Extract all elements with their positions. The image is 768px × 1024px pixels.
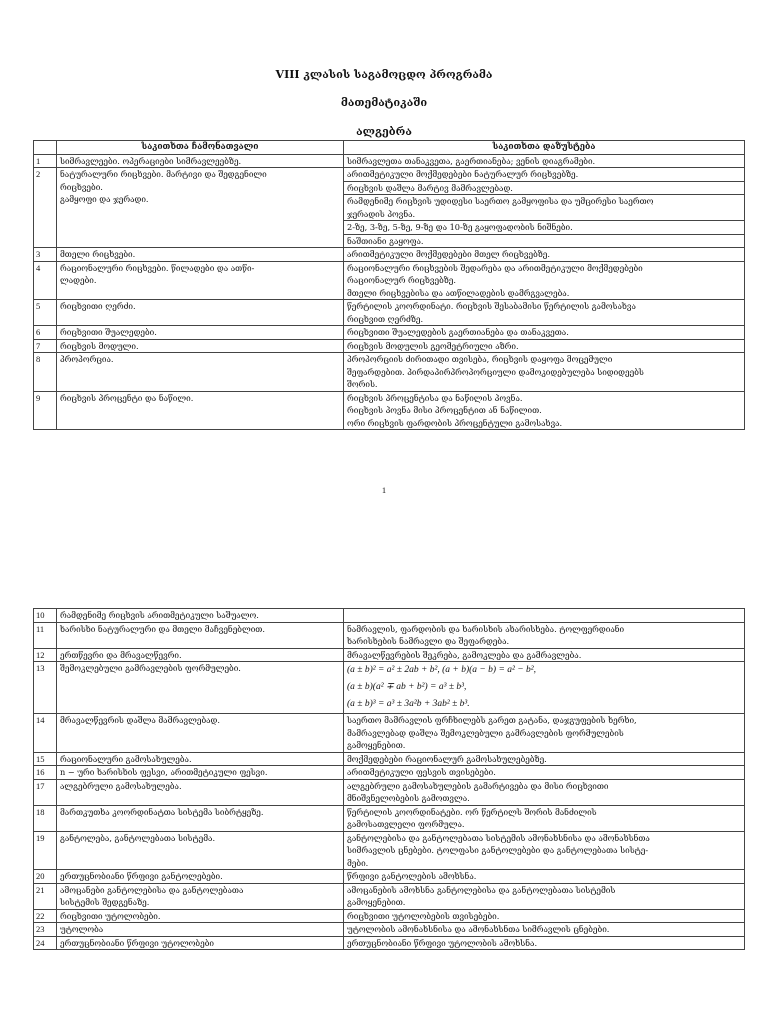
details-cell [344, 609, 745, 623]
formula-line: (a ± b)³ = a³ ± 3a²b + 3ab² ± b³. [347, 699, 470, 709]
details-cell [344, 648, 745, 662]
row-number: 11 [34, 622, 57, 648]
table-row [34, 622, 745, 648]
detail-line: განტოლებისა და განტოლებათა სისტემის ამონახსნისა და ამონახსნთა [347, 832, 650, 843]
topic-cell [57, 391, 344, 430]
topic-cell [57, 909, 344, 923]
detail-line: შორის. [347, 379, 378, 389]
row-number: 8 [34, 353, 57, 392]
topic-line: ერთუცნობიანი წრფივი უტოლობები [60, 937, 214, 948]
formula-line: (a ± b)² = a² ± 2ab + b², (a + b)(a − b) = a² − b², [347, 665, 536, 675]
details-cell [344, 622, 745, 648]
details-cell [344, 234, 745, 248]
detail-line: რაციონალურ რიცხვებზე. [347, 275, 457, 285]
detail-line: მოქმედებები რაციონალურ გამოსახულებებზე. [347, 753, 547, 764]
row-number: 3 [34, 248, 57, 262]
row-number: 23 [34, 923, 57, 937]
detail-line [347, 609, 741, 622]
details-cell [344, 909, 745, 923]
detail-line: ალგებრული გამოსახულების გამარტივება და მისი რიცხვითი [347, 780, 609, 791]
topic-line: ერთწევრი და მრავალწევრი. [60, 649, 182, 660]
details-cell [344, 195, 745, 221]
topic-cell [57, 870, 344, 884]
detail-line: მრავალწევრების შეკრება, გამოკლება და გამრავლება. [347, 649, 582, 660]
row-number: 19 [34, 831, 57, 870]
detail-line: არითმეტიკული ფესვის თვისებები. [347, 767, 496, 777]
detail-line: ნაშთიანი გაყოფა. [347, 235, 424, 246]
topic-line: რიცხვითი ღერძი. [60, 301, 136, 311]
topic-line: მრავალწევრის დაშლა მამრავლებად. [60, 715, 220, 725]
topic-line: შემოკლებული გამრავლების ფორმულები. [60, 663, 241, 673]
topic-line: n − ური ხარისხის ფესვი, არითმეტიკული ფესვი. [60, 767, 268, 777]
topic-line: ერთუცნობიანი წრფივი განტოლებები. [60, 871, 223, 881]
detail-line: ნამრავლის, ფარდობის და ხარისხის ახარისხება. ტოლფერდიანი [347, 623, 625, 634]
topic-cell [57, 662, 344, 714]
detail-line: რიცხვის დაშლა მარტივ მამრავლებად. [347, 182, 513, 193]
program-table-page-2 [33, 608, 745, 950]
topic-line: მთელი რიცხვები. [60, 249, 136, 259]
detail-line: არითმეტიკული მოქმედებები მთელ რიცხვებზე. [347, 249, 551, 259]
detail-line: წრფივი განტოლების ამოხსნა. [347, 871, 477, 881]
detail-line: 2-ზე, 3-ზე, 5-ზე, 9-ზე და 10-ზე გაყოფადობის ნიშნები. [347, 222, 573, 232]
details-cell [344, 752, 745, 766]
row-number: 4 [34, 261, 57, 300]
details-cell [344, 261, 745, 300]
topic-cell [57, 300, 344, 326]
topic-line: პროპორცია. [60, 354, 114, 364]
row-number: 18 [34, 805, 57, 831]
header-details: საკითხთა დაზუსტება [344, 141, 745, 155]
detail-line: არითმეტიკული მოქმედებები ნატურალურ რიცხვებზე. [347, 169, 579, 179]
topic-line: რიცხვის პროცენტი და ნაწილი. [60, 392, 194, 403]
topic-line: რიცხვის მოდული. [60, 340, 139, 351]
topic-cell [57, 326, 344, 340]
table-row [34, 779, 745, 805]
topic-cell [57, 714, 344, 753]
table-row [34, 248, 745, 262]
topic-cell [57, 936, 344, 950]
topic-line: გამყოფი და ჯერადი. [60, 194, 149, 204]
topic-line: რიცხვითი შუალედები. [60, 327, 157, 337]
details-cell [344, 353, 745, 392]
topic-cell [57, 353, 344, 392]
topic-line: განტოლება, განტოლებათა სისტემა. [60, 832, 216, 843]
details-cell [344, 936, 745, 950]
detail-line: მთელი რიცხვებისა და ათწილადების დამრგვალება. [347, 287, 570, 298]
details-cell [344, 339, 745, 353]
detail-line: ჯერადის პოვნა. [347, 208, 416, 219]
detail-line: სიმრავლის ცნებები. ტოლფასი განტოლებები და განტოლებათა სისტე- [347, 845, 649, 855]
row-number: 10 [34, 609, 57, 623]
topic-cell [57, 261, 344, 300]
details-cell [344, 391, 745, 430]
row-number: 13 [34, 662, 57, 714]
detail-line: წერტილის კოორდინატები. ორ წერტილს შორის მანძილის [347, 806, 597, 817]
detail-line: რიცხვის მოდულის გეომეტრიული აზრი. [347, 340, 519, 351]
details-cell [344, 300, 745, 326]
detail-line: რიცხვის პოვნა მისი პროცენტით ან ნაწილით. [347, 405, 542, 415]
detail-line: შეფარდებით. პირდაპირპროპორციული დამოკიდებულება სიდიდეებს [347, 366, 644, 377]
detail-line: პროპორციის ძირითადი თვისება, რიცხვის დაყოფა მოცემული [347, 354, 613, 364]
topic-cell [57, 648, 344, 662]
row-number: 24 [34, 936, 57, 950]
detail-line: რიცხვითი უტოლობების თვისებები. [347, 910, 500, 921]
details-cell [344, 923, 745, 937]
table-row [34, 936, 745, 950]
details-cell [344, 883, 745, 909]
topic-line: რაციონალური რიცხვები. წილადები და ათწი- [60, 262, 255, 273]
row-number: 22 [34, 909, 57, 923]
topic-line: სიმრავლეები. ოპერაციები სიმრავლეებზე. [60, 155, 242, 166]
table-header-row [34, 141, 745, 155]
detail-line: წერტილის კოორდინატი. რიცხვის შესაბამისი წერტილის გამოსახვა [347, 301, 636, 311]
row-number: 7 [34, 339, 57, 353]
details-cell [344, 779, 745, 805]
table-row [34, 831, 745, 870]
topic-cell [57, 168, 344, 248]
table-row [34, 923, 745, 937]
topic-line: ნატურალური რიცხვები. მარტივი და შედგენილი [60, 169, 267, 179]
table-row [34, 261, 745, 300]
table-row [34, 154, 745, 168]
detail-line: რიცხვის პროცენტისა და ნაწილის პოვნა. [347, 392, 523, 403]
topic-cell [57, 248, 344, 262]
table-row [34, 326, 745, 340]
table-row [34, 805, 745, 831]
topic-line: რიცხვითი უტოლობები. [60, 910, 161, 921]
table-row [34, 339, 745, 353]
topic-line: ხარისხი ნატურალური და მთელი მაჩვენებლით. [60, 623, 265, 634]
details-cell [344, 248, 745, 262]
details-cell [344, 662, 745, 714]
detail-line: რაციონალური რიცხვების შედარება და არითმეტიკული მოქმედებები [347, 262, 643, 273]
topic-cell [57, 766, 344, 780]
program-title: VIII კლასის საგამოცდო პროგრამა [275, 68, 493, 81]
table-row [34, 648, 745, 662]
topic-cell [57, 831, 344, 870]
subject-title: მათემატიკაში [340, 96, 428, 109]
table-row [34, 391, 745, 430]
detail-line: ხარისხების ნამრავლი და შეფარდება. [347, 636, 510, 646]
topic-line: რაციონალური გამოსახულება. [60, 753, 192, 764]
table-row [34, 714, 745, 753]
detail-line: მები. [347, 857, 369, 868]
formula-line: (a ± b)(a² ∓ ab + b²) = a³ ± b³, [347, 682, 467, 692]
detail-line: მამრავლებად დაშლა შემოკლებული გამრავლების ფორმულების [347, 727, 624, 738]
detail-line: გამოყენებით. [347, 897, 406, 907]
topic-cell [57, 883, 344, 909]
table-row [34, 300, 745, 326]
row-number: 16 [34, 766, 57, 780]
row-number: 14 [34, 714, 57, 753]
detail-line: რიცხვით ღერძზე. [347, 313, 424, 324]
table-row [34, 883, 745, 909]
details-cell [344, 831, 745, 870]
row-number: 6 [34, 326, 57, 340]
topic-line: ამოცანები განტოლებისა და განტოლებათა [60, 884, 244, 895]
topic-line: მართკუთხა კოორდინატთა სისტემა სიბრტყეზე. [60, 806, 264, 817]
detail-line: გამოსათვლელი ფორმულა. [347, 819, 465, 829]
details-cell [344, 154, 745, 168]
details-cell [344, 714, 745, 753]
details-cell [344, 766, 745, 780]
detail-line: რიცხვითი შუალედების გაერთიანება და თანაკვეთა. [347, 327, 569, 337]
table-row [34, 752, 745, 766]
topic-cell [57, 805, 344, 831]
topic-line: რამდენიმე რიცხვის არითმეტიკული საშუალო. [60, 610, 259, 620]
topic-cell [57, 339, 344, 353]
header-num-cell [34, 141, 57, 155]
detail-line: ერთუცნობიანი წრფივი უტოლობის ამოხსნა. [347, 937, 538, 948]
topic-cell [57, 923, 344, 937]
topic-line: სისტემის შედგენაზე. [60, 897, 150, 907]
header-topics: საკითხთა ჩამონათვალი [57, 141, 344, 155]
topic-cell [57, 154, 344, 168]
row-number: 2 [34, 168, 57, 248]
row-number: 9 [34, 391, 57, 430]
table-row [34, 662, 745, 714]
row-number: 17 [34, 779, 57, 805]
topic-line: უტოლობა [60, 924, 104, 934]
detail-line: ორი რიცხვის ფარდობის პროცენტული გამოსახვა. [347, 417, 563, 428]
topic-line: ალგებრული გამოსახულება. [60, 780, 182, 791]
table-row [34, 909, 745, 923]
section-title: ალგებრა [356, 125, 412, 138]
details-cell [344, 870, 745, 884]
details-cell [344, 168, 745, 182]
program-table-page-1 [33, 140, 745, 430]
table-row [34, 870, 745, 884]
row-number: 20 [34, 870, 57, 884]
topic-cell [57, 609, 344, 623]
row-number: 21 [34, 883, 57, 909]
detail-line: გამოყენებით. [347, 740, 406, 750]
topic-line: ლადები. [60, 275, 97, 285]
detail-line: ამოცანების ამოხსნა განტოლებისა და განტოლებათა სისტემის [347, 884, 616, 895]
details-cell [344, 805, 745, 831]
topic-cell [57, 779, 344, 805]
detail-line: მნიშვნელობების გამოთვლა. [347, 793, 470, 803]
row-number: 5 [34, 300, 57, 326]
details-cell [344, 181, 745, 195]
table-row [34, 609, 745, 623]
table-row [34, 766, 745, 780]
detail-line: სიმრავლეთა თანაკვეთა, გაერთიანება; ვენის დიაგრამები. [347, 155, 596, 166]
detail-line: რამდენიმე რიცხვის უდიდესი საერთო გამყოფისა და უმცირესი საერთო [347, 196, 654, 206]
row-number: 12 [34, 648, 57, 662]
topic-line: რიცხვები. [60, 181, 103, 192]
page-number: 1 [381, 485, 387, 495]
details-cell [344, 221, 745, 235]
topic-cell [57, 622, 344, 648]
table-row [34, 353, 745, 392]
table-row [34, 168, 745, 182]
row-number: 1 [34, 154, 57, 168]
detail-line: საერთო მამრავლის ფრჩხილებს გარეთ გატანა, დაჯგუფების ხერხი, [347, 715, 637, 725]
detail-line: უტოლობის ამონახსნისა და ამონახსნთა სიმრავლის ცნებები. [347, 924, 610, 934]
details-cell [344, 326, 745, 340]
row-number: 15 [34, 752, 57, 766]
topic-cell [57, 752, 344, 766]
